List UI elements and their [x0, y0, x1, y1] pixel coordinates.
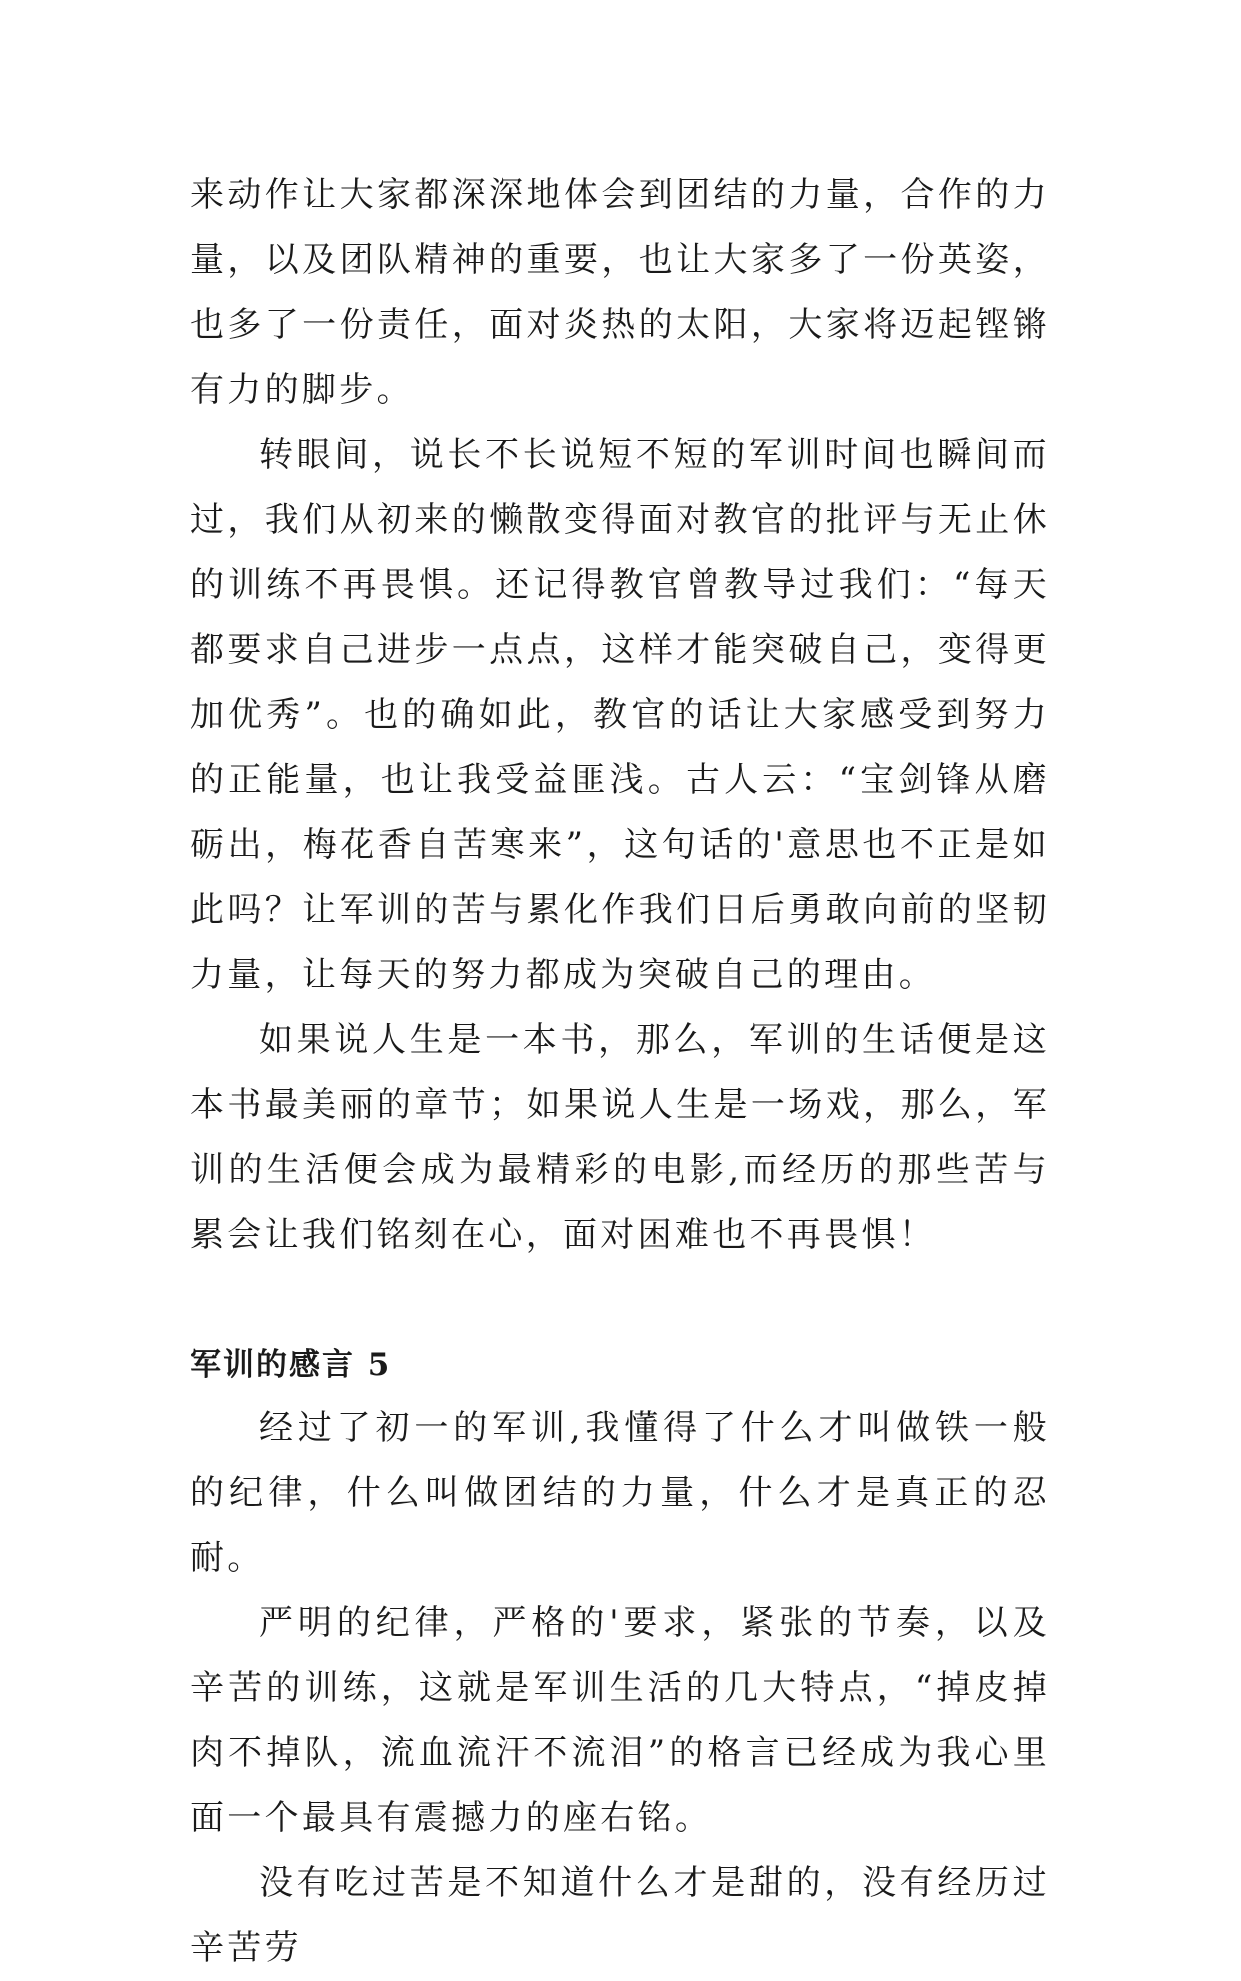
- paragraph: 经过了初一的军训,我懂得了什么才叫做铁一般的纪律，什么叫做团结的力量，什么才是真正的忍耐。: [190, 1408, 1050, 1578]
- paragraph-continued: 来动作让大家都深深地体会到团结的力量，合作的力量，以及团队精神的重要，也让大家多了一份英姿，也多了一份责任，面对炎热的太阳，大家将迈起铿锵有力的脚步。: [190, 175, 1050, 410]
- paragraph-truncated: 没有吃过苦是不知道什么才是甜的，没有经历过辛苦劳: [190, 1863, 1050, 1968]
- paragraph: 如果说人生是一本书，那么，军训的生话便是这本书最美丽的章节；如果说人生是一场戏，那么，军训的生活便会成为最精彩的电影,而经历的那些苦与累会让我们铭刻在心，面对困难也不再畏惧！: [190, 1020, 1050, 1255]
- document-body: [190, 163, 1050, 1981]
- paragraph: 严明的纪律，严格的'要求，紧张的节奏，以及辛苦的训练，这就是军训生活的几大特点，“掉皮掉肉不掉队，流血流汗不流泪”的格言已经成为我心里面一个最具有震撼力的座右铭。: [190, 1603, 1050, 1838]
- paragraph: 转眼间，说长不长说短不短的军训时间也瞬间而过，我们从初来的懒散变得面对教官的批评与无止休的训练不再畏惧。还记得教官曾教导过我们：“每天都要求自己进步一点点，这样才能突破自己，变得更加优秀”。也的确如此，教官的话让大家感受到努力的正能量，也让我受益匪浅。古人云：“宝剑锋从磨砺出，梅花香自苦寒来”，这句话的'意思也不正是如此吗？让军训的苦与累化作我们日后勇敢向前的坚韧力量，让每天的努力都成为突破自己的理由。: [190, 435, 1050, 995]
- section-heading: 军训的感言 5: [190, 1347, 392, 1383]
